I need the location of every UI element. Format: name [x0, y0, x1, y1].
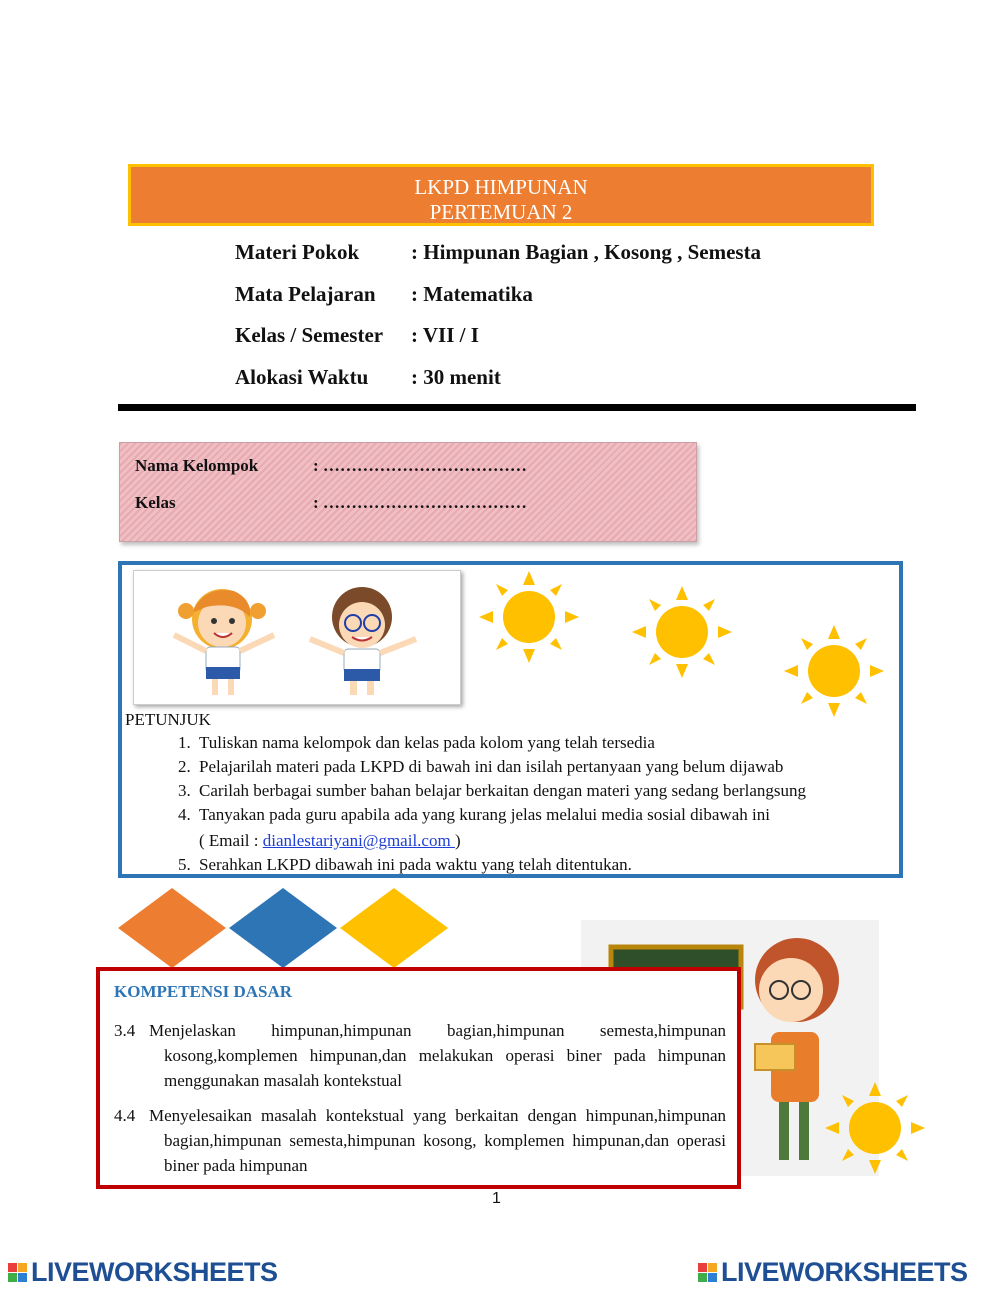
sun-icon: [474, 567, 584, 667]
group-form-box: [119, 442, 697, 542]
petunjuk-item: 3. Carilah berbagai sumber bahan belajar berkaitan dengan materi yang sedang berlangsung: [195, 779, 903, 803]
petunjuk-list: [162, 731, 903, 877]
kd-number: 4.4: [114, 1106, 136, 1125]
petunjuk-item: 1. Tuliskan nama kelompok dan kelas pada kolom yang telah tersedia: [195, 731, 903, 755]
kd-text: Menyelesaikan masalah kontekstual yang berkaitan dengan himpunan,himpunan bagian,himpunan semesta,himpunan kosong, komplemen himpunan,dan operasi biner pada himpunan: [149, 1106, 726, 1175]
sun-icon: [779, 621, 889, 721]
liveworksheets-brand: LIVEWORKSHEETS: [31, 1256, 278, 1287]
email-prefix: ( Email :: [199, 831, 263, 850]
page-number: 1: [492, 1190, 501, 1207]
horizontal-rule: [118, 404, 916, 411]
group-class-row[interactable]: [135, 493, 527, 513]
blue-diamond-icon: [229, 888, 337, 968]
waktu-value: : 30 menit: [411, 365, 501, 389]
children-icon: [134, 571, 460, 704]
kd-text: Menjelaskan himpunan,himpunan bagian,himpunan semesta,himpunan kosong,komplemen himpunan,dan melakukan operasi biner pada himpunan menggunakan masalah kontekstual: [149, 1021, 726, 1090]
materi-value: : Himpunan Bagian , Kosong , Semesta: [411, 240, 762, 264]
petunjuk-item: 5. Serahkan LKPD dibawah ini pada waktu yang telah ditentukan.: [195, 853, 903, 877]
kompetensi-title: KOMPETENSI DASAR: [114, 982, 293, 1001]
mapel-label: Mata Pelajaran: [235, 282, 376, 306]
waktu-label: Alokasi Waktu: [235, 365, 369, 389]
orange-diamond-icon: [118, 888, 226, 968]
meta-mapel: [235, 282, 533, 307]
group-class-field[interactable]: : ………………………………: [313, 493, 527, 512]
title-line-1: LKPD HIMPUNAN: [414, 175, 588, 199]
mapel-value: : Matematika: [411, 282, 533, 306]
email-line: [199, 829, 903, 853]
petunjuk-item: 2. Pelajarilah materi pada LKPD di bawah ini dan isilah pertanyaan yang belum dijawab: [195, 755, 903, 779]
meta-materi: [235, 240, 761, 265]
kids-illustration: [133, 570, 461, 705]
petunjuk-box: [118, 561, 903, 878]
kd-number: 3.4: [114, 1021, 136, 1040]
group-name-row[interactable]: [135, 456, 527, 476]
title-line-2: PERTEMUAN 2: [429, 200, 573, 224]
liveworksheets-logo: [698, 1256, 968, 1288]
petunjuk-item-text: Tanyakan pada guru apabila ada yang kurang jelas melalui media sosial dibawah ini: [199, 805, 770, 824]
liveworksheets-mark-icon: [698, 1263, 717, 1282]
meta-kelas: [235, 323, 479, 348]
materi-label: Materi Pokok: [235, 240, 360, 264]
group-name-label: Nama Kelompok: [135, 456, 259, 475]
kd-item: [114, 1018, 726, 1093]
group-class-label: Kelas: [135, 493, 176, 512]
petunjuk-item: [195, 803, 903, 853]
sun-icon: [627, 582, 737, 682]
diamond-decoration: [118, 888, 450, 968]
kd-item: [114, 1103, 726, 1178]
yellow-diamond-icon: [340, 888, 448, 968]
title-banner: [128, 164, 874, 226]
sun-icon: [820, 1078, 930, 1178]
kelas-value: : VII / I: [411, 323, 479, 347]
group-name-field[interactable]: : ………………………………: [313, 456, 527, 475]
liveworksheets-logo: [8, 1256, 278, 1288]
kelas-label: Kelas / Semester: [235, 323, 384, 347]
petunjuk-title: PETUNJUK: [125, 710, 211, 729]
liveworksheets-mark-icon: [8, 1263, 27, 1282]
meta-waktu: [235, 365, 501, 390]
email-link[interactable]: dianlestariyani@gmail.com: [262, 831, 455, 850]
kompetensi-box: [96, 967, 741, 1189]
liveworksheets-brand: LIVEWORKSHEETS: [721, 1256, 968, 1287]
email-suffix: ): [454, 831, 461, 850]
